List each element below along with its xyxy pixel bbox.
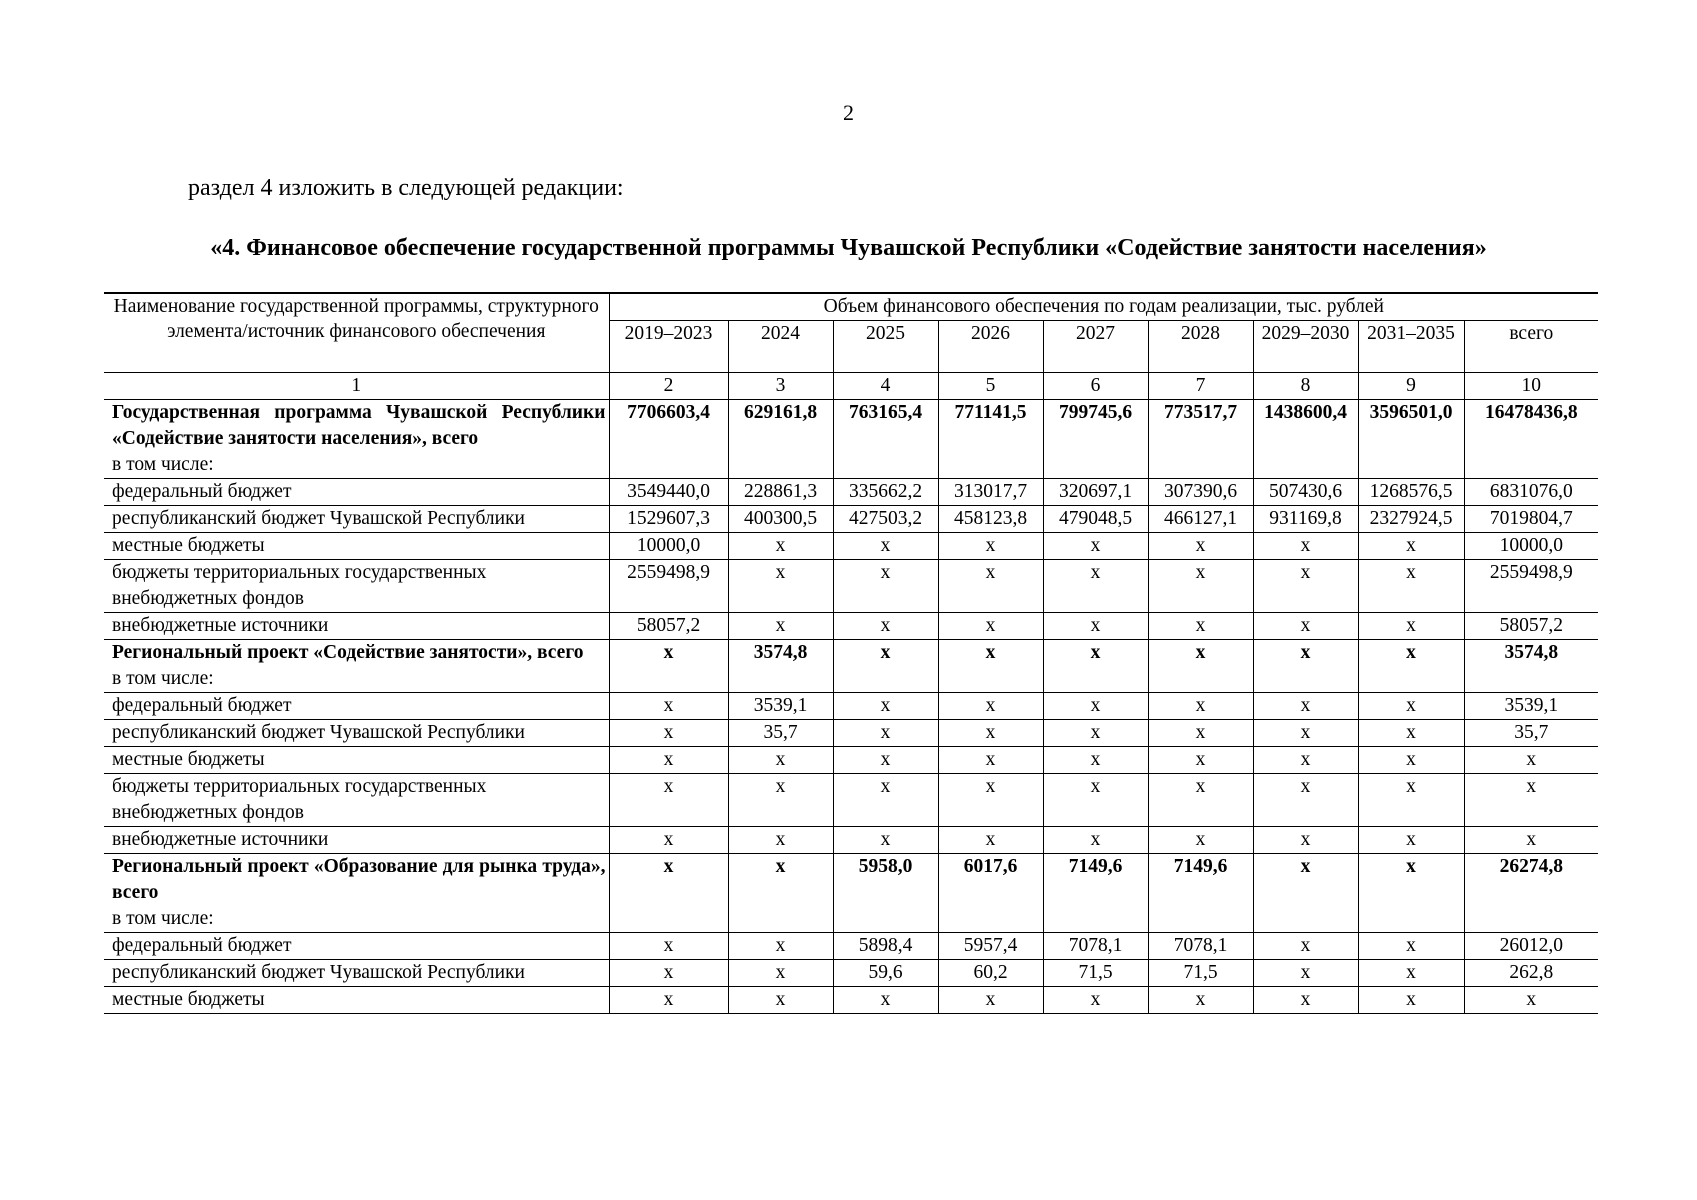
source-name-cell: внебюджетные источники	[104, 613, 609, 640]
value-cell: х	[833, 613, 938, 640]
value-cell: х	[1148, 693, 1253, 720]
value-cell: х	[1043, 987, 1148, 1014]
year-header-cell: всего	[1464, 321, 1598, 373]
source-row	[104, 774, 1598, 827]
value-cell: х	[1043, 774, 1148, 827]
value-cell: х	[728, 933, 833, 960]
column-number-row	[104, 373, 1598, 400]
value-cell: х	[1253, 533, 1358, 560]
value-cell: х	[1043, 533, 1148, 560]
value-cell: 466127,1	[1148, 506, 1253, 533]
value-cell: 35,7	[1464, 720, 1598, 747]
value-cell: х	[938, 613, 1043, 640]
source-row	[104, 506, 1598, 533]
value-cell: 2559498,9	[1464, 560, 1598, 613]
value-cell: х	[1358, 960, 1464, 987]
financing-table	[104, 292, 1598, 1014]
value-cell: х	[1043, 827, 1148, 854]
value-cell: х	[938, 693, 1043, 720]
year-header-cell: 2019–2023	[609, 321, 728, 373]
source-name-cell: республиканский бюджет Чувашской Республики	[104, 506, 609, 533]
value-cell: х	[1148, 774, 1253, 827]
value-cell: х	[609, 640, 728, 693]
value-cell: х	[609, 747, 728, 774]
value-cell: 313017,7	[938, 479, 1043, 506]
value-cell: х	[1253, 560, 1358, 613]
value-cell: х	[1464, 774, 1598, 827]
value-cell: 5898,4	[833, 933, 938, 960]
value-cell: х	[833, 747, 938, 774]
header-row	[104, 293, 1598, 321]
header-group-cell: Объем финансового обеспечения по годам реализации, тыс. рублей	[609, 293, 1598, 321]
column-number-cell: 4	[833, 373, 938, 400]
value-cell: 507430,6	[1253, 479, 1358, 506]
value-cell: 400300,5	[728, 506, 833, 533]
value-cell: х	[1253, 774, 1358, 827]
value-cell: х	[1253, 747, 1358, 774]
source-name-cell: федеральный бюджет	[104, 479, 609, 506]
value-cell: х	[1253, 613, 1358, 640]
year-header-cell: 2024	[728, 321, 833, 373]
section-subtitle-text: в том числе:	[112, 454, 214, 475]
value-cell: х	[1358, 827, 1464, 854]
section-title-cell	[104, 640, 609, 693]
value-cell: х	[1253, 640, 1358, 693]
value-cell: х	[833, 693, 938, 720]
value-cell: 335662,2	[833, 479, 938, 506]
value-cell: х	[938, 747, 1043, 774]
value-cell: х	[609, 693, 728, 720]
value-cell: 60,2	[938, 960, 1043, 987]
value-cell: 58057,2	[1464, 613, 1598, 640]
value-cell: х	[833, 720, 938, 747]
source-row	[104, 613, 1598, 640]
section-total-row	[104, 854, 1598, 933]
value-cell: х	[1358, 613, 1464, 640]
value-cell: х	[1253, 693, 1358, 720]
year-header-cell: 2027	[1043, 321, 1148, 373]
source-row	[104, 693, 1598, 720]
value-cell: 1438600,4	[1253, 400, 1358, 479]
source-row	[104, 933, 1598, 960]
value-cell: х	[1043, 640, 1148, 693]
column-number-cell: 8	[1253, 373, 1358, 400]
value-cell: х	[1358, 854, 1464, 933]
source-row	[104, 827, 1598, 854]
year-header-cell: 2029–2030	[1253, 321, 1358, 373]
value-cell: 427503,2	[833, 506, 938, 533]
value-cell: х	[833, 560, 938, 613]
source-name-cell: бюджеты территориальных государственных внебюджетных фондов	[104, 774, 609, 827]
value-cell: х	[833, 640, 938, 693]
column-number-cell: 9	[1358, 373, 1464, 400]
value-cell: х	[728, 960, 833, 987]
value-cell: 71,5	[1043, 960, 1148, 987]
column-number-cell: 5	[938, 373, 1043, 400]
value-cell: х	[1464, 987, 1598, 1014]
value-cell: х	[1358, 560, 1464, 613]
value-cell: 6017,6	[938, 854, 1043, 933]
source-row	[104, 533, 1598, 560]
source-name-cell: местные бюджеты	[104, 987, 609, 1014]
value-cell: х	[1043, 747, 1148, 774]
value-cell: 262,8	[1464, 960, 1598, 987]
year-header-cell: 2031–2035	[1358, 321, 1464, 373]
value-cell: х	[728, 747, 833, 774]
source-name-cell: республиканский бюджет Чувашской Республики	[104, 720, 609, 747]
value-cell: х	[938, 640, 1043, 693]
value-cell: х	[1148, 613, 1253, 640]
value-cell: х	[728, 827, 833, 854]
source-name-cell: республиканский бюджет Чувашской Республики	[104, 960, 609, 987]
value-cell: х	[1043, 693, 1148, 720]
value-cell: х	[1253, 933, 1358, 960]
value-cell: 307390,6	[1148, 479, 1253, 506]
value-cell: х	[1148, 720, 1253, 747]
value-cell: 799745,6	[1043, 400, 1148, 479]
section-total-row	[104, 640, 1598, 693]
value-cell: 7019804,7	[1464, 506, 1598, 533]
value-cell: 6831076,0	[1464, 479, 1598, 506]
value-cell: 763165,4	[833, 400, 938, 479]
value-cell: 773517,7	[1148, 400, 1253, 479]
page-number: 2	[843, 100, 854, 125]
section-title-cell	[104, 854, 609, 933]
section-title-text: Государственная программа Чувашской Республики «Содействие занятости населения», всего	[112, 402, 606, 449]
value-cell: х	[728, 560, 833, 613]
value-cell: х	[609, 987, 728, 1014]
value-cell: 2327924,5	[1358, 506, 1464, 533]
value-cell: 16478436,8	[1464, 400, 1598, 479]
value-cell: 629161,8	[728, 400, 833, 479]
value-cell: 7149,6	[1043, 854, 1148, 933]
value-cell: х	[1358, 933, 1464, 960]
value-cell: х	[609, 774, 728, 827]
value-cell: 2559498,9	[609, 560, 728, 613]
value-cell: х	[1358, 747, 1464, 774]
value-cell: х	[938, 987, 1043, 1014]
value-cell: 71,5	[1148, 960, 1253, 987]
value-cell: 458123,8	[938, 506, 1043, 533]
column-number-cell: 2	[609, 373, 728, 400]
column-number-cell: 6	[1043, 373, 1148, 400]
source-name-cell: федеральный бюджет	[104, 933, 609, 960]
year-header-cell: 2028	[1148, 321, 1253, 373]
value-cell: х	[1148, 560, 1253, 613]
value-cell: х	[1148, 640, 1253, 693]
value-cell: х	[609, 854, 728, 933]
year-header-cell: 2026	[938, 321, 1043, 373]
value-cell: х	[1358, 693, 1464, 720]
value-cell: х	[1358, 640, 1464, 693]
value-cell: 7078,1	[1148, 933, 1253, 960]
value-cell: 7149,6	[1148, 854, 1253, 933]
value-cell: х	[1253, 827, 1358, 854]
section-subtitle-text: в том числе:	[112, 908, 214, 929]
value-cell: 320697,1	[1043, 479, 1148, 506]
value-cell: х	[1148, 987, 1253, 1014]
value-cell: 771141,5	[938, 400, 1043, 479]
section-subtitle-text: в том числе:	[112, 668, 214, 689]
value-cell: х	[1464, 747, 1598, 774]
header-name-cell: Наименование государственной программы, структурного элемента/источник финансового обеспечения	[104, 293, 609, 373]
value-cell: 58057,2	[609, 613, 728, 640]
year-header-cell: 2025	[833, 321, 938, 373]
value-cell: 1529607,3	[609, 506, 728, 533]
value-cell: 479048,5	[1043, 506, 1148, 533]
value-cell: 1268576,5	[1358, 479, 1464, 506]
value-cell: х	[1253, 720, 1358, 747]
value-cell: х	[938, 533, 1043, 560]
source-name-cell: федеральный бюджет	[104, 693, 609, 720]
column-number-cell: 1	[104, 373, 609, 400]
section-title-text: Региональный проект «Образование для рынка труда», всего	[112, 856, 606, 903]
value-cell: х	[1358, 987, 1464, 1014]
value-cell: 228861,3	[728, 479, 833, 506]
source-name-cell: бюджеты территориальных государственных внебюджетных фондов	[104, 560, 609, 613]
value-cell: 3539,1	[1464, 693, 1598, 720]
value-cell: х	[1148, 827, 1253, 854]
value-cell: х	[833, 827, 938, 854]
value-cell: х	[1043, 613, 1148, 640]
source-row	[104, 720, 1598, 747]
value-cell: 931169,8	[1253, 506, 1358, 533]
value-cell: х	[833, 533, 938, 560]
source-row	[104, 479, 1598, 506]
value-cell: 3549440,0	[609, 479, 728, 506]
value-cell: 5957,4	[938, 933, 1043, 960]
value-cell: х	[728, 854, 833, 933]
value-cell: 59,6	[833, 960, 938, 987]
source-name-cell: местные бюджеты	[104, 533, 609, 560]
section-title: «4. Финансовое обеспечение государственной программы Чувашской Республики «Содействие занятости населения»	[210, 235, 1487, 261]
value-cell: 10000,0	[1464, 533, 1598, 560]
section-title-text: Региональный проект «Содействие занятости», всего	[112, 642, 584, 663]
value-cell: х	[938, 827, 1043, 854]
value-cell: х	[1148, 747, 1253, 774]
value-cell: х	[609, 960, 728, 987]
value-cell: х	[1358, 720, 1464, 747]
value-cell: 3574,8	[1464, 640, 1598, 693]
value-cell: 3596501,0	[1358, 400, 1464, 479]
value-cell: х	[1043, 720, 1148, 747]
value-cell: 26012,0	[1464, 933, 1598, 960]
value-cell: х	[1253, 987, 1358, 1014]
value-cell: х	[938, 720, 1043, 747]
value-cell: 5958,0	[833, 854, 938, 933]
column-number-cell: 7	[1148, 373, 1253, 400]
value-cell: х	[609, 827, 728, 854]
value-cell: х	[609, 720, 728, 747]
source-row	[104, 747, 1598, 774]
value-cell: х	[1253, 854, 1358, 933]
value-cell: х	[1464, 827, 1598, 854]
column-number-cell: 10	[1464, 373, 1598, 400]
source-name-cell: внебюджетные источники	[104, 827, 609, 854]
value-cell: х	[938, 774, 1043, 827]
source-name-cell: местные бюджеты	[104, 747, 609, 774]
value-cell: 7078,1	[1043, 933, 1148, 960]
section-total-row	[104, 400, 1598, 479]
value-cell: 3574,8	[728, 640, 833, 693]
value-cell: х	[728, 613, 833, 640]
value-cell: х	[1253, 960, 1358, 987]
value-cell: х	[1043, 560, 1148, 613]
section-title-cell	[104, 400, 609, 479]
value-cell: х	[1148, 533, 1253, 560]
value-cell: 10000,0	[609, 533, 728, 560]
source-row	[104, 987, 1598, 1014]
value-cell: х	[728, 774, 833, 827]
value-cell: х	[1358, 533, 1464, 560]
value-cell: х	[1358, 774, 1464, 827]
source-row	[104, 960, 1598, 987]
column-number-cell: 3	[728, 373, 833, 400]
value-cell: 35,7	[728, 720, 833, 747]
value-cell: 26274,8	[1464, 854, 1598, 933]
intro-text: раздел 4 изложить в следующей редакции:	[188, 175, 624, 201]
source-row	[104, 560, 1598, 613]
value-cell: х	[833, 987, 938, 1014]
value-cell: х	[938, 560, 1043, 613]
value-cell: 7706603,4	[609, 400, 728, 479]
value-cell: х	[728, 987, 833, 1014]
value-cell: х	[833, 774, 938, 827]
value-cell: 3539,1	[728, 693, 833, 720]
value-cell: х	[728, 533, 833, 560]
value-cell: х	[609, 933, 728, 960]
